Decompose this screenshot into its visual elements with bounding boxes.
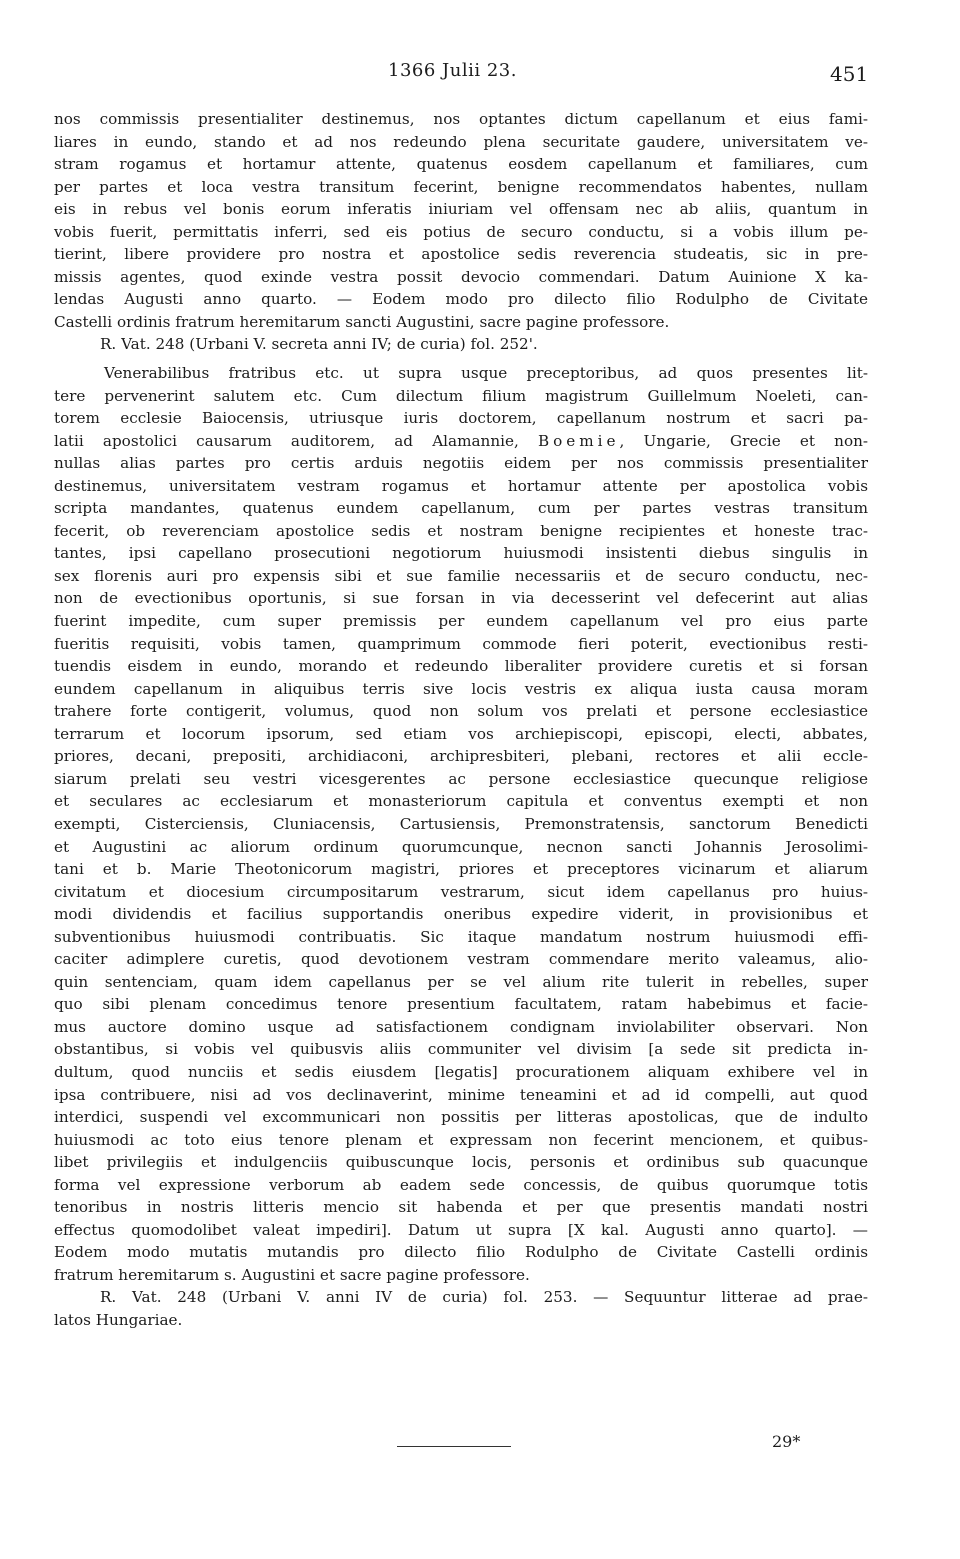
text-line: et seculares ac ecclesiarum et monasteriorum capitula et conventus exempti et non <box>54 792 868 811</box>
text-line: nullas alias partes pro certis arduis negotiis eidem per nos commissis presentialiter <box>54 454 868 473</box>
text-line: civitatum et diocesium circumpositarum vestrarum, sicut idem capellanus pro huius- <box>54 882 868 901</box>
page-header <box>0 60 960 90</box>
spaced-name: Boemie <box>537 431 620 450</box>
text-line: tantes, ipsi capellano prosecutioni negotiorum huiusmodi insistenti diebus singulis in <box>54 544 868 563</box>
text-line: huiusmodi ac toto eius tenore plenam et expressam non fecerint mencionem, et quibus- <box>54 1130 868 1149</box>
text-line: Castelli ordinis fratrum heremitarum sancti Augustini, sacre pagine professore. <box>54 312 670 331</box>
text-line: mus auctore domino usque ad satisfactionem condignam inviolabiliter observari. Non <box>54 1017 868 1036</box>
text-line: Venerabilibus fratribus etc. ut supra usque preceptoribus, ad quos presentes lit- <box>104 364 868 383</box>
text-line: tuendis eisdem in eundo, morando et redeundo liberaliter providere curetis et si forsan <box>54 657 868 676</box>
text-line: stram rogamus et hortamur attente, quatenus eosdem capellanum et familiares, cum <box>54 155 868 174</box>
text-line: trahere forte contigerit, volumus, quod non solum vos prelati et persone ecclesiastice <box>54 702 868 721</box>
text-line: interdici, suspendi vel excommunicari non possitis per litteras apostolicas, que de indulto <box>54 1108 868 1127</box>
paragraph-2 <box>54 362 868 1286</box>
signature-mark: 29* <box>772 1432 801 1451</box>
text-line: torem ecclesie Baiocensis, utriusque iuris doctorem, capellanum nostrum et sacri pa- <box>54 409 868 428</box>
text-line: sex florenis auri pro expensis sibi et sue familie necessariis et de securo conductu, nec- <box>54 566 868 585</box>
text-line: non de evectionibus oportunis, si sue forsan in via decesserint vel defecerint aut alias <box>54 589 868 608</box>
archival-reference-continued: latos Hungariae. <box>54 1310 183 1329</box>
text-line: scripta mandantes, quatenus eundem capellanum, cum per partes vestras transitum <box>54 499 868 518</box>
text-line: tierint, libere providere pro nostra et apostolice sedis reverencia studeatis, sic in pre- <box>54 245 868 264</box>
text-line: fratrum heremitarum s. Augustini et sacre pagine professore. <box>54 1265 530 1284</box>
text-line: per partes et loca vestra transitum fecerint, benigne recommendatos habentes, nullam <box>54 177 868 196</box>
text-line: tenoribus in nostris litteris mencio sit habenda et per que presentis mandati nostri <box>54 1198 868 1217</box>
text-line: et Augustini ac aliorum ordinum quorumcunque, necnon sancti Johannis Jerosolimi- <box>54 837 868 856</box>
paragraph-1 <box>54 108 868 333</box>
text-line: obstantibus, si vobis vel quibusvis aliis communiter vel divisim [a sede sit predicta in- <box>54 1040 868 1059</box>
text-line: ipsa contribuere, nisi ad vos declinaverint, minime teneamini et ad id compelli, aut quod <box>54 1085 868 1104</box>
footer-rule <box>397 1446 511 1447</box>
text-line <box>54 430 868 453</box>
text-line: caciter adimplere curetis, quod devotionem vestram commendare merito valeamus, alio- <box>54 950 868 969</box>
line-head: latii apostolici causarum auditorem, ad Alamannie, <box>54 431 538 450</box>
text-line: tere pervenerint salutem etc. Cum dilectum filium magistrum Guillelmum Noeleti, can- <box>54 386 868 405</box>
text-line: priores, decani, prepositi, archidiaconi, archipresbiteri, plebani, rectores et alii eccle- <box>54 747 868 766</box>
line-tail: , Ungarie, Grecie et non- <box>619 431 869 450</box>
archival-reference: R. Vat. 248 (Urbani V. secreta anni IV; de curia) fol. 252'. <box>100 335 538 354</box>
text-line: Eodem modo mutatis mutandis pro dilecto filio Rodulpho de Civitate Castelli ordinis <box>54 1243 868 1262</box>
text-line: quo sibi plenam concedimus tenore presentium facultatem, ratam habebimus et facie- <box>54 995 868 1014</box>
text-line: missis agentes, quod exinde vestra possit devocio commendari. Datum Auinione X ka- <box>54 267 868 286</box>
text-line: tani et b. Marie Theotonicorum magistri, priores et preceptores vicinarum et aliarum <box>54 860 868 879</box>
page-body <box>54 108 868 1332</box>
text-line: fueritis requisiti, vobis tamen, quamprimum commode fieri poterit, evectionibus resti- <box>54 634 868 653</box>
text-line: eundem capellanum in aliquibus terris sive locis vestris ex aliqua iusta causa moram <box>54 679 868 698</box>
text-line: effectus quomodolibet valeat impediri]. Datum ut supra [X kal. Augusti anno quarto]. — <box>54 1220 868 1239</box>
text-line: libet privilegiis et indulgenciis quibuscunque locis, personis et ordinibus sub quacunque <box>54 1153 868 1172</box>
page-number: 451 <box>830 62 869 86</box>
text-line: quin sentenciam, quam idem capellanus per se vel alium rite tulerit in rebelles, super <box>54 972 868 991</box>
text-line: exempti, Cisterciensis, Cluniacensis, Cartusiensis, Premonstratensis, sanctorum Benedicti <box>54 814 868 833</box>
text-line: subventionibus huiusmodi contribuatis. Sic itaque mandatum nostrum huiusmodi effi- <box>54 927 868 946</box>
text-line: dultum, quod nunciis et sedis eiusdem [legatis] procurationem aliquam exhibere vel in <box>54 1062 868 1081</box>
text-line: fecerit, ob reverenciam apostolice sedis et nostram benigne recipientes et honeste trac- <box>54 521 868 540</box>
text-line: siarum prelati seu vestri vicesgerentes ac persone ecclesiastice quecunque religiose <box>54 769 868 788</box>
text-line: fuerint impedite, cum super premissis per eundem capellanum vel pro eius parte <box>54 612 868 631</box>
archival-reference: R. Vat. 248 (Urbani V. anni IV de curia) fol. 253. — Sequuntur litterae ad prae- <box>100 1288 868 1307</box>
text-line: destinemus, universitatem vestram rogamus et hortamur attente per apostolica vobis <box>54 476 868 495</box>
text-line: eis in rebus vel bonis eorum inferatis iniuriam vel offensam nec ab aliis, quantum in <box>54 200 868 219</box>
text-line: forma vel expressione verborum ab eadem sede concessis, de quibus quorumque totis <box>54 1175 868 1194</box>
text-line: terrarum et locorum ipsorum, sed etiam vos archiepiscopi, episcopi, electi, abbates, <box>54 724 868 743</box>
running-title: 1366 Julii 23. <box>388 60 517 81</box>
text-line: lendas Augusti anno quarto. — Eodem modo pro dilecto filio Rodulpho de Civitate <box>54 290 868 309</box>
text-line: vobis fuerit, permittatis inferri, sed eis potius de securo conductu, si a vobis illum pe- <box>54 222 868 241</box>
text-line: nos commissis presentialiter destinemus, nos optantes dictum capellanum et eius fami- <box>54 110 868 128</box>
text-line: modi dividendis et facilius supportandis oneribus expedire viderit, in provisionibus et <box>54 905 868 924</box>
text-line: liares in eundo, stando et ad nos redeundo plena securitate gaudere, universitatem ve- <box>54 132 868 151</box>
